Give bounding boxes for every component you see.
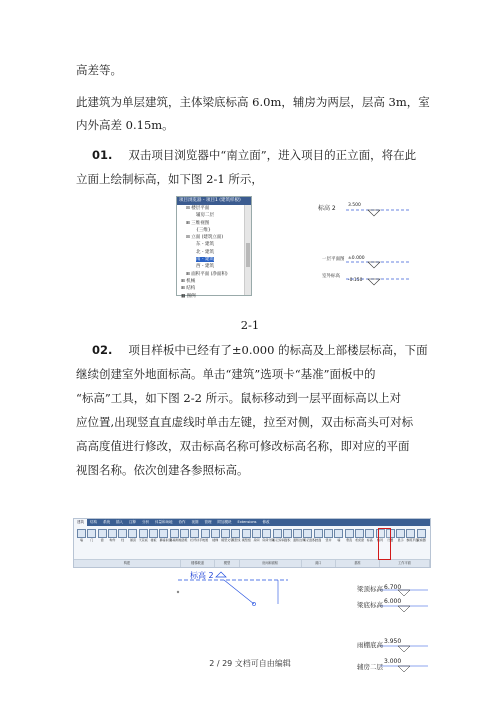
paragraph-intro-end: 高差等。 (76, 63, 122, 77)
ribbon-tool-button[interactable] (159, 529, 172, 542)
level-list-name-2[interactable]: 雨棚底高 (357, 641, 383, 649)
ribbon-tab[interactable]: 协作 (178, 520, 186, 524)
browser-tree-node-label: ⊞ 面积平面 (净面积) (186, 271, 228, 277)
browser-tree-node-label: {三维} (196, 227, 211, 233)
ribbon-tool-icon (211, 529, 220, 538)
ribbon-tool-icon (314, 529, 323, 538)
step1-line2: 立面上绘制标高，如下图 2-1 所示， (76, 172, 263, 186)
ribbon-tool-label: 楼梯 (212, 538, 219, 542)
ribbon-tool-button[interactable] (324, 529, 333, 542)
ribbon-tool-button[interactable] (242, 529, 251, 542)
ribbon-tool-icon (118, 529, 127, 538)
ribbon-tool-label: 坡道 (202, 538, 209, 542)
figure-caption-2-1: 2-1 (240, 318, 260, 332)
ribbon-tool-button[interactable] (283, 529, 292, 542)
ribbon-tool-button[interactable] (149, 529, 158, 542)
browser-tree-node[interactable] (177, 212, 251, 219)
ribbon-group-label: 构建 (74, 560, 181, 567)
browser-tree-node[interactable] (177, 278, 251, 285)
project-browser-title: 项目浏览器 - 项目1 (建筑样板) (177, 197, 251, 205)
browser-tree-node[interactable] (177, 271, 251, 278)
ribbon-tool-button[interactable] (406, 529, 419, 542)
ribbon-tools (74, 526, 430, 559)
level-value-mid[interactable]: ±0.000 (348, 256, 365, 261)
ribbon-tool-label: 天花板 (138, 538, 148, 542)
ribbon-tab[interactable]: 视图 (191, 520, 199, 524)
step2-line2: 继续创建室外地面标高。单击“建筑”选项卡“基准”面板中的 (76, 367, 376, 381)
browser-tree-node[interactable] (177, 256, 251, 263)
ribbon-tab[interactable]: 建筑 (74, 519, 87, 526)
ribbon-tool-icon (87, 529, 96, 538)
ribbon-group-label: 楼梯坡道 (181, 560, 215, 567)
ribbon-tab[interactable]: 插入 (116, 520, 123, 524)
step2-line5: 高高度值进行修改，双击标高名称可修改标高名称，即对应的平面 (76, 439, 410, 453)
ribbon-tool-button[interactable] (365, 529, 374, 542)
ribbon-tool-icon (190, 529, 199, 538)
ribbon-tool-icon (334, 529, 343, 538)
level-tool-highlight (378, 528, 391, 560)
ribbon-tool-button[interactable] (303, 529, 316, 542)
step2-line6: 视图名称。依次创建各参照标高。 (76, 463, 249, 477)
level-head-mid (368, 262, 380, 268)
ribbon-tool-button[interactable] (314, 529, 323, 542)
paragraph-building-line2: 内外高差 0.15m。 (76, 118, 174, 132)
ribbon-group-label: 洞口 (302, 560, 336, 567)
ribbon-group-label: 基准 (336, 560, 380, 567)
level-list-name-3[interactable]: 辅房二层 (357, 663, 383, 671)
ribbon-tool-button[interactable] (211, 529, 220, 542)
ribbon-tool-button[interactable] (272, 529, 285, 542)
ribbon-tool-label: 屋顶 (129, 538, 136, 542)
level-name-top[interactable]: 标高 2 (318, 205, 336, 212)
draft-level-name[interactable]: 标高 2 (190, 571, 214, 580)
ribbon-tool-label: 面积边界 (293, 538, 306, 542)
level-list-value-1[interactable]: 6.000 (384, 598, 402, 605)
browser-tree-node[interactable] (177, 205, 251, 212)
step2-text: 项目样板中已经有了±0.000 的标高及上部楼层标高，下面 (128, 343, 428, 357)
ribbon-tool-label: 幕墙网格 (169, 538, 182, 542)
ribbon-tab[interactable]: 附加模块 (217, 520, 232, 524)
browser-tree-node[interactable] (177, 241, 251, 248)
browser-tree-node[interactable] (177, 220, 251, 227)
step1-text: 双击项目浏览器中“南立面”，进入项目的正立面，将在此 (128, 148, 417, 162)
ribbon-tool-icon (231, 529, 240, 538)
ribbon-tool-icon (128, 529, 137, 538)
ribbon-tool-button[interactable] (252, 529, 261, 542)
ribbon-tool-button[interactable] (77, 529, 86, 542)
page-footer: 2 / 29 文档可自由编辑 (209, 659, 291, 668)
ribbon-tool-label: 房间分隔 (262, 538, 275, 542)
ribbon-tool-button[interactable] (169, 529, 182, 542)
ribbon-tool-label: 标记房间 (272, 538, 285, 542)
ribbon-tool-label: 按面 (315, 538, 322, 542)
step1-number: 01. (92, 148, 113, 162)
project-browser-tree (177, 205, 251, 300)
ribbon-tool-icon (396, 529, 405, 538)
ribbon-tool-label: 房间 (253, 538, 260, 542)
ribbon-tool-icon (201, 529, 210, 538)
ribbon-tool-label: 墙 (79, 538, 83, 542)
browser-tree-node-label: ⊟ 楼层平面 (186, 206, 210, 211)
ribbon-tool-label: 标高 (366, 538, 373, 542)
ribbon-tool-button[interactable] (108, 529, 117, 542)
browser-tree-node[interactable] (177, 285, 251, 292)
ribbon-tool-label: 模型线 (231, 538, 241, 542)
ribbon-tool-button[interactable] (262, 529, 275, 542)
ribbon-tab[interactable]: 分析 (142, 520, 149, 524)
ribbon-tool-button[interactable] (345, 529, 354, 542)
ribbon-tab[interactable]: 修改 (262, 520, 270, 524)
level-list-value-3[interactable]: 3.000 (384, 658, 402, 665)
ribbon-tab[interactable]: 结构 (90, 520, 97, 524)
ribbon-tool-icon (365, 529, 374, 538)
step1-line1 (92, 147, 442, 163)
ribbon-tool-button[interactable] (118, 529, 127, 542)
ribbon-tool-label: 窗 (100, 538, 104, 542)
ribbon-tool-label: 查看器 (416, 538, 426, 542)
ribbon-tool-label: 显示 (397, 538, 404, 542)
ribbon-tabs (74, 519, 430, 526)
step2-number: 02. (92, 343, 113, 357)
ribbon-tool-button[interactable] (293, 529, 306, 542)
level-list-name-0[interactable]: 梁顶标高 (357, 585, 383, 593)
ribbon-tool-icon (108, 529, 117, 538)
ribbon-tool-label: 幕墙系统 (159, 538, 172, 542)
ribbon-tool-icon (77, 529, 86, 538)
ribbon-tool-button[interactable] (221, 529, 234, 542)
ribbon-tool-label: 门 (90, 538, 94, 542)
ribbon-tool-icon (242, 529, 251, 538)
ribbon-tool-icon (417, 529, 426, 538)
ribbon-tool-button[interactable] (180, 529, 189, 542)
ribbon-tool-label: 构件 (109, 538, 116, 542)
ribbon-tool-label: 竖井 (325, 538, 332, 542)
ribbon-tab[interactable]: 管理 (204, 520, 212, 524)
ribbon-tool-button[interactable] (87, 529, 96, 542)
paragraph-building-line1: 此建筑为单层建筑，主体梁底标高 6.0m，辅房为两层，层高 3m，室 (76, 95, 430, 109)
ribbon-tool-icon (303, 529, 312, 538)
ribbon-tool-icon (149, 529, 158, 538)
ribbon-tool-icon (273, 529, 282, 538)
ribbon-tool-button[interactable] (334, 529, 343, 542)
browser-tree-node-label: 西 - 建筑 (196, 264, 214, 270)
browser-tree-node-label: ▦ 图例 (181, 293, 196, 299)
step2-line3: “标高”工具，如下图 2-2 所示。鼠标移动到一层平面标高以上对 (76, 391, 402, 405)
ribbon-tool-icon (180, 529, 189, 538)
level-list-name-1[interactable]: 梁底标高 (357, 601, 383, 609)
ribbon-tool-button[interactable] (98, 529, 107, 542)
ribbon-tool-label: 轴网 (377, 538, 384, 542)
level-list-value-0[interactable]: 6.700 (384, 584, 402, 591)
level-value-bot[interactable]: -0.150 (348, 278, 363, 283)
ribbon-tool-icon (293, 529, 302, 538)
level-head-top (368, 210, 380, 216)
ribbon-tool-button[interactable] (355, 529, 364, 542)
ribbon-tool-icon (221, 529, 230, 538)
browser-scrollbar[interactable] (244, 205, 251, 295)
browser-tree-node-label: ⊟ 立面 (建筑立面) (186, 235, 224, 241)
ribbon-tab[interactable]: 系统 (103, 520, 110, 524)
ribbon-tool-icon (324, 529, 333, 538)
browser-tree-node-label: ⊞ 机械 (181, 278, 196, 284)
draft-leader-line (224, 580, 254, 604)
level-value-top[interactable]: 3.500 (348, 203, 361, 208)
scrollbar-thumb[interactable] (246, 243, 250, 267)
browser-tree-node-label: ⊞ 结构 (181, 286, 196, 292)
browser-tree-node-label: ⊞ 三维视图 (186, 220, 210, 226)
ribbon-tool-label: 老虎窗 (354, 538, 364, 542)
ribbon-tool-button[interactable] (190, 529, 203, 542)
level-head-bot (368, 279, 380, 285)
ribbon-tool-label: 标记面积 (303, 538, 316, 542)
ribbon-tool-icon (262, 529, 271, 538)
step2-line1 (92, 342, 442, 358)
browser-tree-node[interactable] (177, 293, 251, 300)
project-browser (176, 196, 252, 299)
browser-tree-node[interactable] (177, 227, 251, 234)
ribbon-tab[interactable]: Extensions (237, 520, 257, 524)
step2-line4: 应位置,出现竖直直虚线时单击左键，拉至对侧，双击标高头可对标 (76, 415, 414, 429)
ribbon-tool-button[interactable] (201, 529, 210, 542)
ribbon-tool-icon (252, 529, 261, 538)
browser-tree-node-label: 南 - 建筑 (196, 257, 214, 263)
browser-tree-node-label: 东 - 建筑 (196, 242, 214, 248)
ribbon-tool-button[interactable] (231, 529, 240, 542)
ribbon-tool-icon (139, 529, 148, 538)
ribbon-tool-label: 楼板 (150, 538, 157, 542)
ribbon-tool-button[interactable] (396, 529, 405, 542)
ribbon-tool-icon (98, 529, 107, 538)
ribbon-tool-icon (159, 529, 168, 538)
ribbon-tool-label: 模型组 (241, 538, 251, 542)
ribbon-tool-label: 柱 (121, 538, 125, 542)
ribbon-group-label: 模型 (215, 560, 240, 567)
revit-ribbon (73, 518, 431, 568)
ribbon-tool-icon (345, 529, 354, 538)
ribbon-tool-button[interactable] (139, 529, 148, 542)
ribbon-tool-icon (355, 529, 364, 538)
level-name-bot[interactable]: 室外标高 (322, 274, 340, 279)
level-name-mid[interactable]: 一层平面图 (322, 257, 345, 262)
ribbon-tool-label: 参照平面 (406, 538, 419, 542)
ribbon-tab[interactable]: 注释 (129, 520, 136, 524)
ribbon-tab[interactable]: 体量和场地 (155, 520, 173, 524)
level-list-value-2[interactable]: 3.950 (384, 638, 402, 645)
ribbon-tool-icon (283, 529, 292, 538)
draft-level-head (216, 572, 226, 577)
browser-tree-node[interactable] (177, 249, 251, 256)
browser-tree-node-label: 北 - 建筑 (196, 249, 214, 255)
draft-cursor-dot (177, 591, 179, 593)
ribbon-tool-label: 面积 (284, 538, 291, 542)
browser-tree-node-label: 辅房二层 (196, 213, 214, 219)
ribbon-tool-label: 垂直 (346, 538, 353, 542)
browser-tree-node[interactable] (177, 234, 251, 241)
browser-tree-node[interactable] (177, 263, 251, 270)
ribbon-group-label: 工作平面 (380, 560, 430, 567)
ribbon-tool-label: 模型文字 (221, 538, 234, 542)
ribbon-tool-button[interactable] (417, 529, 426, 542)
ribbon-group-label: 房间和面积 (240, 560, 302, 567)
ribbon-tool-label: 竖梃 (181, 538, 188, 542)
ribbon-tool-icon (170, 529, 179, 538)
ribbon-tool-button[interactable] (128, 529, 137, 542)
ribbon-tool-icon (406, 529, 415, 538)
ribbon-tool-label: 设置 (387, 538, 394, 542)
ribbon-tool-label: 墙 (337, 538, 341, 542)
ribbon-tool-label: 栏杆扶手 (190, 538, 203, 542)
